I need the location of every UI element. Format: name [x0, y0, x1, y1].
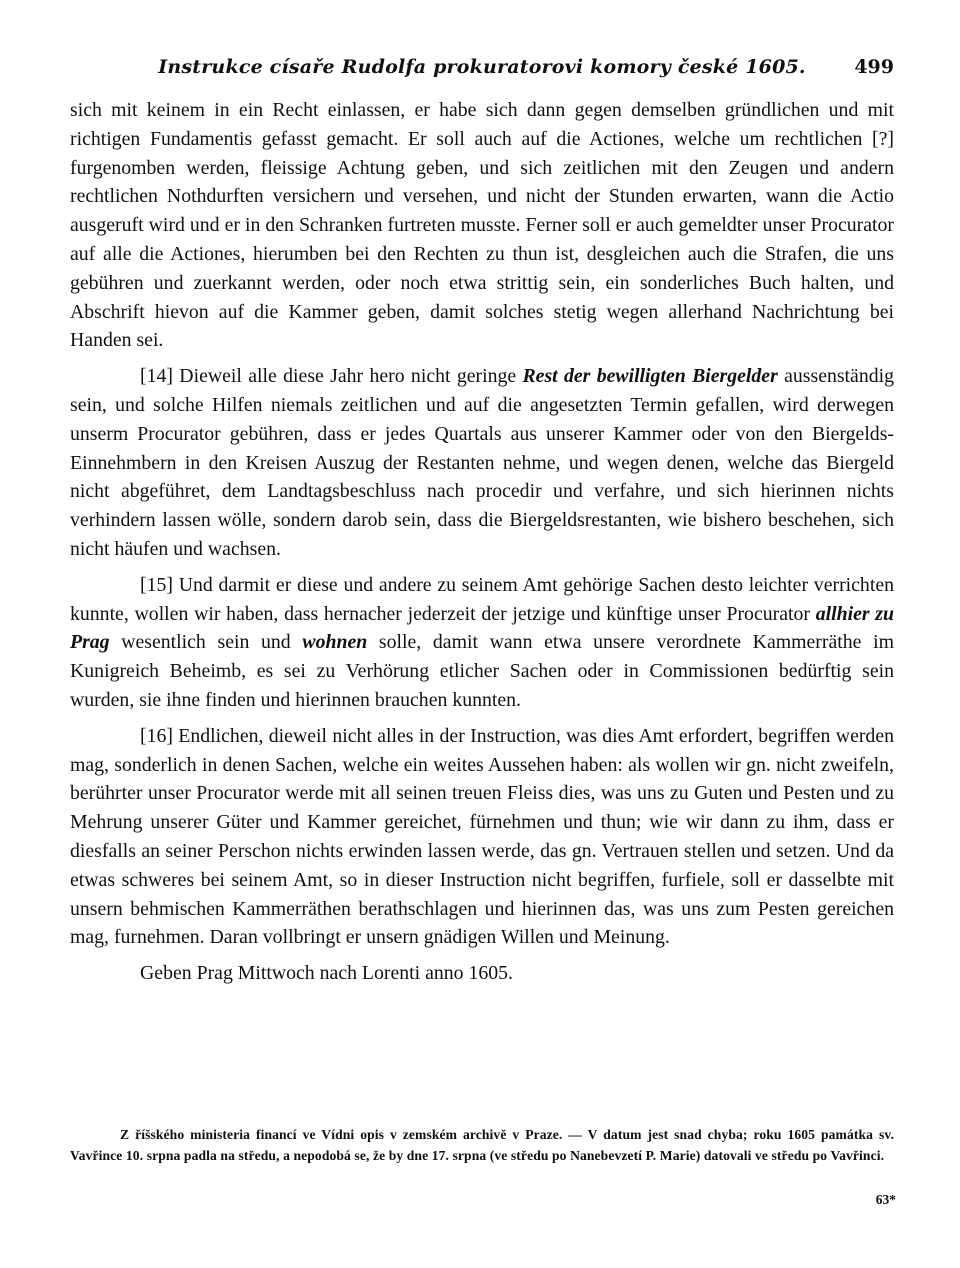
- paragraph-15-emphasis-place: allhier zu Prag: [70, 602, 894, 654]
- paragraph-15-text-middle: wesentlich sein und: [109, 631, 303, 654]
- paragraph-continuation: sich mit keinem in ein Recht einlassen, er habe sich dann gegen demselben gründlichen und mit richtigen Fundamentis gefasst gemacht. Er soll auch auf die Actiones, welche um rechtlichen [?] furgenomben werden, fleissige Achtung geben, und sich zeitlichen mit den Zeugen und andern rechtlichen Nothdurften versichern und versehen, und nicht der Stunden erwarten, wann die Actio ausgeruft wird und er in den Schranken furtreten musste. Ferner soll er auch gemeldter unser Procurator auf alle die Actiones, hierumben bei den Rechten zu thun ist, desgleichen auch die Strafen, die uns gebühren und zuerkannt werden, oder noch etwa strittig sein, ein sonderliches Buch halten, und Abschrift hievon auf die Kammer geben, damit solches stetig wegen allerhand Nachrichtung bei Handen sei.: [70, 99, 894, 352]
- paragraph-14-emphasis: Rest der bewilligten Biergelder: [522, 365, 778, 388]
- body-text: [70, 96, 894, 995]
- paragraph-15-text-start: [15] Und darmit er diese und andere zu seinem Amt gehörige Sachen desto leichter verrichten kunnte, wollen wir haben, dass hernacher jederzeit der jetzige und künftige unser Procurator: [70, 573, 894, 625]
- paragraph-15-text-end: solle, damit wann etwa unsere verordnete Kammerräthe im Kunigreich Beheimb, es sei zu Verhörung etlicher Sachen oder in Commissionen bedürftig sein wurden, sie ihne finden und hierinnen brauchen kunnten.: [70, 631, 894, 711]
- paragraph-15-emphasis-dwell: wohnen: [302, 631, 368, 654]
- running-head: [70, 56, 894, 84]
- page-number: 499: [854, 56, 894, 78]
- paragraph-15: [70, 571, 894, 715]
- footnote: Z říšského ministeria financí ve Vídni opis v zemském archivě v Praze. — V datum jest snad chyba; roku 1605 památka sv. Vavřince 10. srpna padla na středu, a nepodobá se, že by dne 17. srpna (ve středu po Nanebevzetí P. Marie) datovali ve středu po Vavřinci.: [70, 1127, 894, 1163]
- paragraph-14-text-start: [14] Dieweil alle diese Jahr hero nicht geringe: [140, 365, 523, 388]
- paragraph-16: [16] Endlichen, dieweil nicht alles in der Instruction, was dies Amt erfordert, begriffen werden mag, sonderlich in denen Sachen, welche ein weites Aussehen haben: als wollen wir gn. nicht zweifeln, berührter unser Procurator werde mit all seinen treuen Fleiss dies, was uns zu Guten und Pesten und zu Mehrung unserer Güter und Kammer gereichet, fürnehmen und thun; wie wir dann zu ihm, dass er diesfalls an seiner Perschon nichts erwinden lassen werde, das gn. Vertrauen stellen und setzen. Und da etwas schweres bei seinem Amt, so in dieser Instruction nicht begriffen, furfiele, soll er dasselbte mit unsern behmischen Kammerräthen berathschlagen und hierinnen das, was uns zum Pesten gereichen mag, furnehmen. Daran vollbringt er unsern gnädigen Willen und Meinung.: [70, 724, 894, 949]
- paragraph-14-text-end: aussenständig sein, und solche Hilfen niemals zeitlichen und auf die angesetzten Termin gefallen, wird derwegen unserm Procurator gebühren, dass er jedes Quartals aus unserer Kammer oder von den Biergelds-Einnehmbern in den Kreisen Auszug der Restanten nehme, und wegen denen, welche das Biergeld nicht abgeführet, dem Landtagsbeschluss nach procedir und verfahre, und sich hierinnen nichts verhindern lassen wölle, sondern darob sein, dass die Biergeldsrestanten, wie bishero beschehen, sich nicht häufen und wachsen.: [70, 365, 895, 560]
- running-title: Instrukce císaře Rudolfa prokuratorovi komory české 1605.: [158, 56, 806, 78]
- closing-date-line: Geben Prag Mittwoch nach Lorenti anno 1605.: [140, 962, 514, 985]
- paragraph-14: [70, 362, 894, 564]
- signature-mark: 63*: [875, 1192, 896, 1207]
